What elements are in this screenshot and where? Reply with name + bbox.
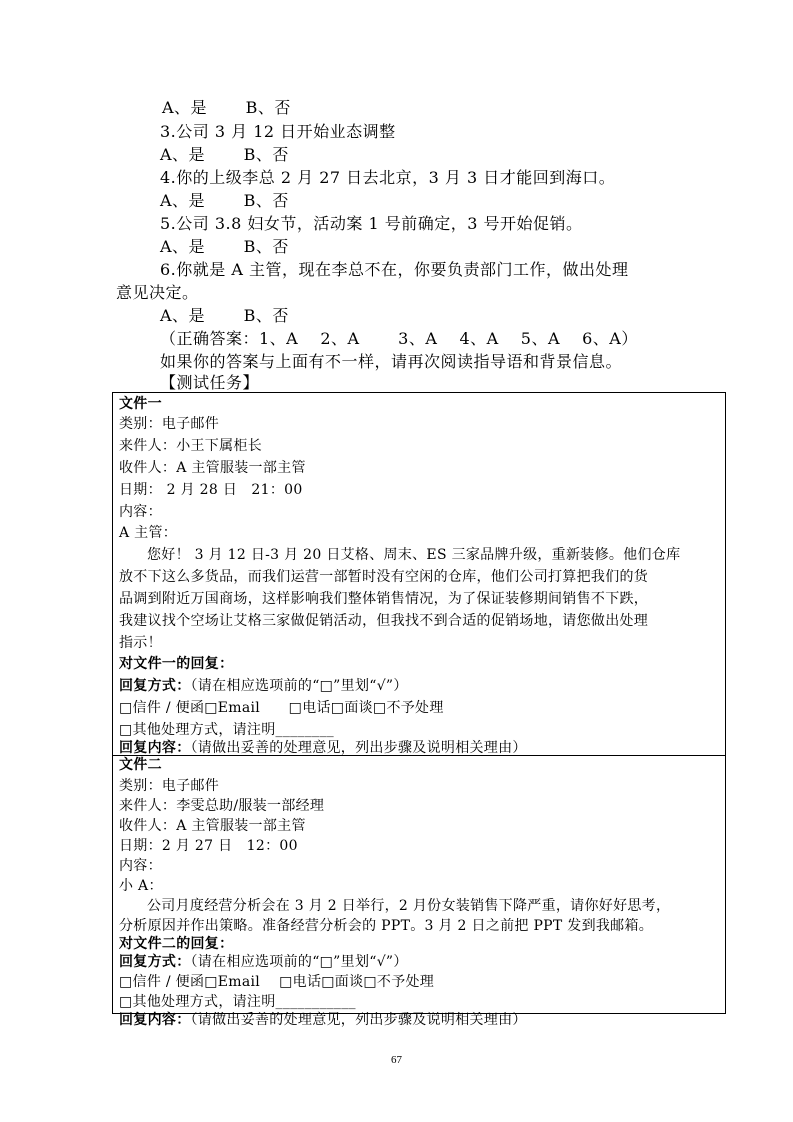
answer-key: （正确答案：1、A 2、A 3、A 4、A 5、A 6、A）: [160, 329, 638, 348]
file-body-line: 品调到附近万国商场，这样影响我们整体销售情况，为了保证装修期间销售不下跌，: [119, 591, 649, 607]
intro-line: 如果你的答案与上面有不一样，请再次阅读指导语和背景信息。: [160, 352, 623, 371]
intro-line: 3.公司 3 月 12 日开始业态调整: [160, 122, 396, 141]
file-category: 类别：电子邮件: [119, 778, 220, 794]
intro-line: A、是 B、否: [160, 191, 289, 210]
file-two-box: [112, 756, 726, 1028]
file-title: 文件二: [119, 757, 162, 773]
reply-other[interactable]: □其他处理方式，请注明________: [119, 722, 334, 738]
intro-line: A、是 B、否: [160, 306, 289, 325]
intro-line: A、是 B、否: [162, 98, 291, 117]
file-date: 日期： 2 月 28 日 21：00: [119, 482, 303, 498]
section-heading: 【测试任务】: [160, 373, 260, 392]
reply-method-label: 回复方式：: [119, 678, 191, 694]
page-number: 67: [391, 1054, 402, 1066]
intro-line: A、是 B、否: [160, 237, 289, 256]
file-category: 类别：电子邮件: [119, 416, 220, 432]
reply-method-hint: （请在相应选项前的“□”里划“√”）: [190, 954, 408, 970]
reply-method-label: 回复方式：: [119, 954, 191, 970]
reply-method: [119, 677, 408, 696]
file-sender: 来件人：李雯总助/服装一部经理: [119, 798, 325, 814]
file-content-label: 内容：: [119, 858, 162, 874]
reply-method-hint: （请在相应选项前的“□”里划“√”）: [190, 678, 408, 694]
reply-content-label: 回复内容：: [119, 1012, 191, 1028]
file-date: 日期：2 月 27 日 12：00: [119, 838, 298, 854]
reply-content-hint: （请做出妥善的处理意见，列出步骤及说明相关理由）: [190, 1012, 527, 1028]
reply-content-label: 回复内容：: [119, 740, 191, 756]
file-one-box: [112, 392, 726, 756]
reply-options[interactable]: □信件 / 便函□Email □电话□面谈□不予处理: [119, 974, 435, 990]
file-sender: 来件人：小王下属柜长: [119, 438, 262, 454]
reply-other[interactable]: □其他处理方式，请注明___________: [119, 994, 356, 1010]
reply-method: [119, 953, 408, 972]
file-recipient: 收件人：A 主管服装一部主管: [119, 460, 306, 476]
file-body-line: 公司月度经营分析会在 3 月 2 日举行，2 月份女装销售下降严重，请你好好思考，: [147, 898, 671, 914]
intro-line: 意见决定。: [116, 283, 199, 302]
file-body-line: 放不下这么多货品，而我们运营一部暂时没有空闲的仓库，他们公司打算把我们的货: [119, 569, 649, 585]
reply-content: [119, 1011, 527, 1030]
file-salutation: A 主管：: [119, 525, 178, 541]
file-title: 文件一: [119, 396, 162, 412]
reply-content-hint: （请做出妥善的处理意见，列出步骤及说明相关理由）: [190, 740, 527, 756]
file-body-line: 您好！ 3 月 12 日-3 月 20 日艾格、周末、ES 三家品牌升级，重新装修。他们仓库: [147, 547, 681, 563]
intro-line: 4.你的上级李总 2 月 27 日去北京，3 月 3 日才能回到海口。: [160, 168, 616, 187]
file-body-line: 指示！: [119, 635, 162, 651]
reply-options[interactable]: □信件 / 便函□Email □电话□面谈□不予处理: [119, 700, 444, 716]
intro-line: 6.你就是 A 主管，现在李总不在，你要负责部门工作，做出处理: [160, 260, 629, 279]
file-recipient: 收件人：A 主管服装一部主管: [119, 818, 306, 834]
intro-line: 5.公司 3.8 妇女节，活动案 1 号前确定，3 号开始促销。: [160, 214, 583, 233]
file-content-label: 内容：: [119, 504, 162, 520]
file-salutation: 小 A：: [119, 878, 163, 894]
file-body-line: 我建议找个空场让艾格三家做促销活动，但我找不到合适的促销场地，请您做出处理: [119, 613, 649, 629]
file-body-line: 分析原因并作出策略。准备经营分析会的 PPT。3 月 2 日之前把 PPT 发到我邮箱。: [119, 918, 654, 934]
intro-line: A、是 B、否: [160, 145, 289, 164]
reply-heading: 对文件一的回复：: [119, 656, 234, 672]
reply-heading: 对文件二的回复：: [119, 936, 234, 952]
